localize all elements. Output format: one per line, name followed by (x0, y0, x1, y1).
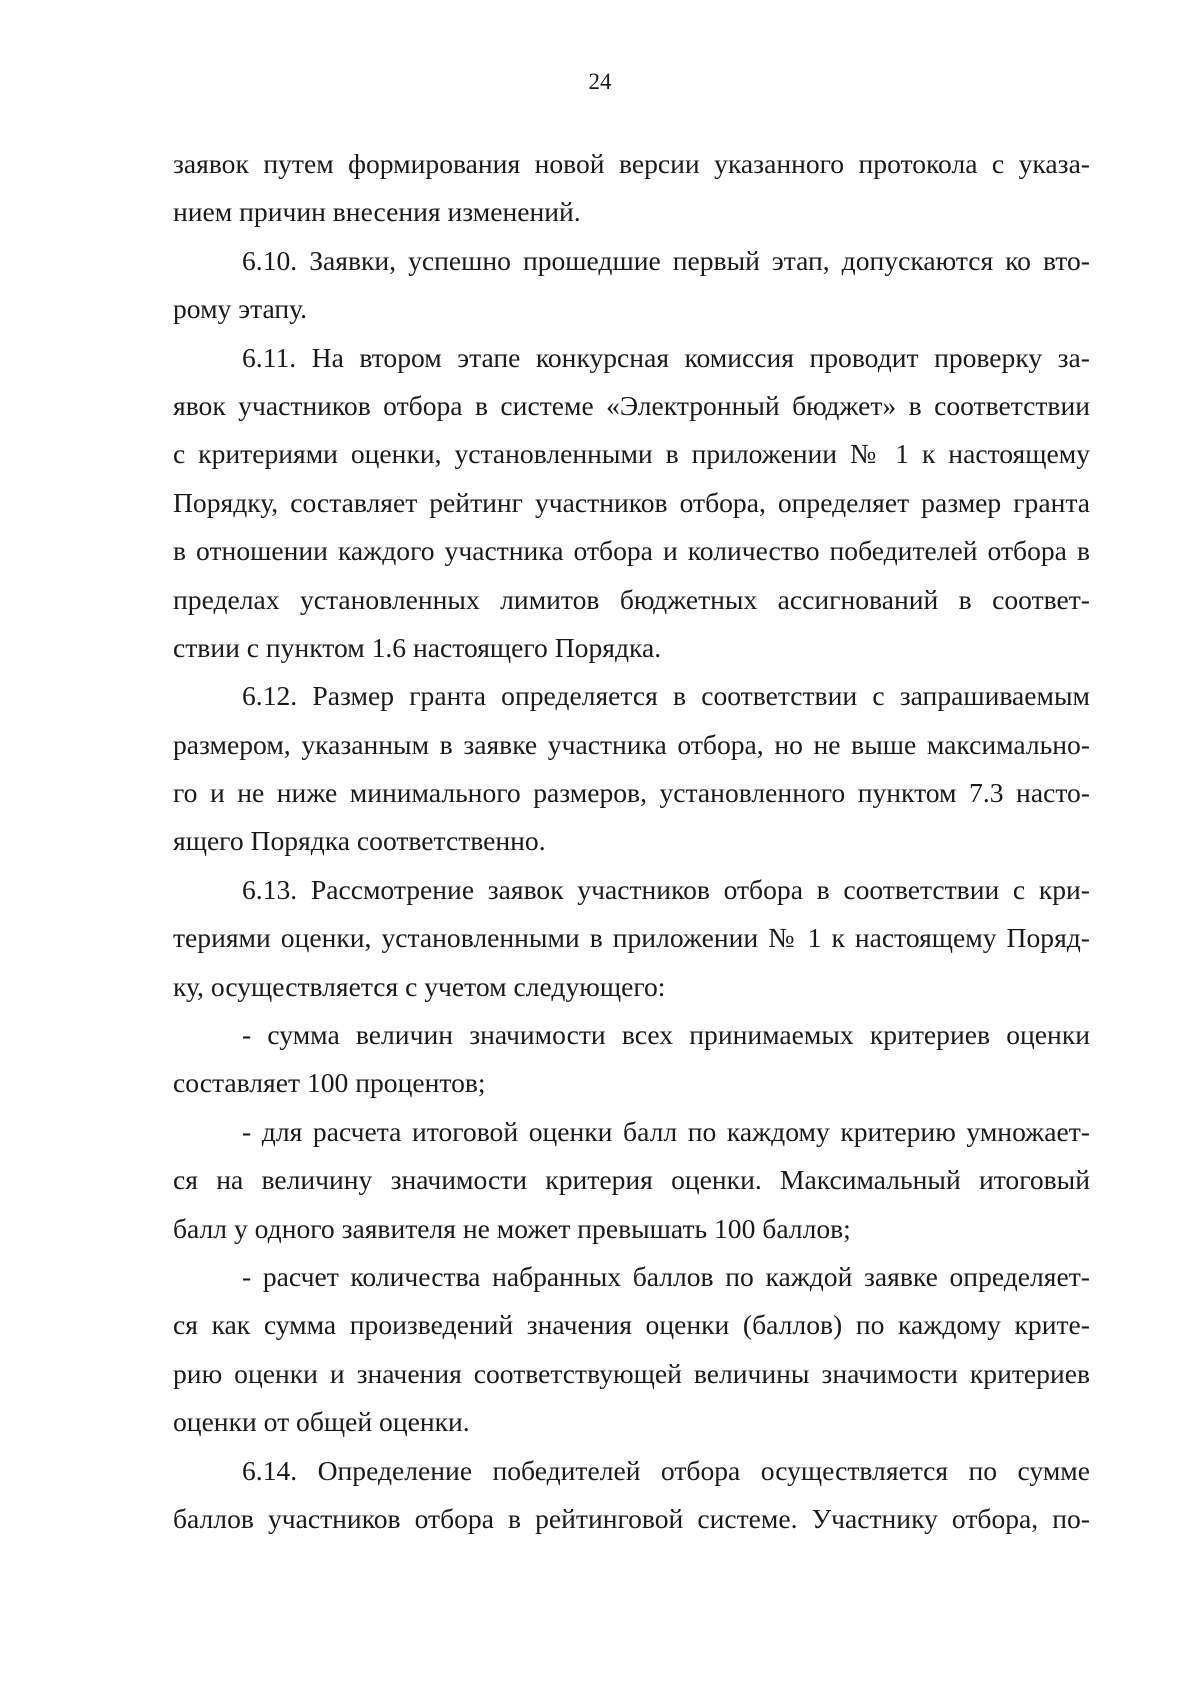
text-line: оценки от общей оценки. (173, 1406, 470, 1438)
text-line: балл у одного заявителя не может превышать 100 баллов; (173, 1212, 851, 1244)
text-line: 6.13. Рассмотрение заявок участников отбора в соответствии с кри- (242, 873, 1090, 905)
text-line: рию оценки и значения соответствующей величины значимости критериев (173, 1357, 1090, 1389)
text-line: пределах установленных лимитов бюджетных ассигнований в соответ- (173, 583, 1090, 615)
text-line: заявок путем формирования новой версии указанного протокола с указа- (173, 148, 1090, 179)
text-line: ящего Порядка соответственно. (173, 825, 546, 857)
text-line: с критериями оценки, установленными в приложении № 1 к настоящему (173, 438, 1090, 470)
text-line: ся как сумма произведений значения оценки (баллов) по каждому крите- (173, 1309, 1090, 1341)
text-line: размером, указанным в заявке участника отбора, но не выше максимально- (173, 728, 1090, 760)
text-line: - для расчета итоговой оценки балл по каждому критерию умножает- (242, 1115, 1090, 1147)
text-line: в отношении каждого участника отбора и количество победителей отбора в (173, 535, 1090, 567)
text-line: 6.12. Размер гранта определяется в соответствии с запрашиваемым (242, 680, 1090, 712)
text-line: рому этапу. (173, 293, 308, 325)
text-line: ку, осуществляется с учетом следующего: (173, 970, 666, 1002)
text-line: го и не ниже минимального размеров, установленного пунктом 7.3 насто- (173, 777, 1090, 809)
text-line: 6.14. Определение победителей отбора осуществляется по сумме (242, 1454, 1090, 1486)
text-line: нием причин внесения изменений. (173, 196, 581, 228)
document-body (173, 140, 1090, 1543)
text-line: - расчет количества набранных баллов по каждой заявке определяет- (242, 1260, 1090, 1292)
text-line: ствии с пунктом 1.6 настоящего Порядка. (173, 631, 662, 663)
text-line: составляет 100 процентов; (173, 1067, 486, 1099)
text-line: баллов участников отбора в рейтинговой системе. Участнику отбора, по- (173, 1502, 1090, 1534)
text-line: Порядку, составляет рейтинг участников отбора, определяет размер гранта (173, 486, 1090, 518)
text-line: ся на величину значимости критерия оценки. Максимальный итоговый (173, 1164, 1090, 1196)
page-number: 24 (588, 69, 612, 94)
text-line: териями оценки, установленными в приложении № 1 к настоящему Поряд- (173, 922, 1090, 954)
text-line: 6.10. Заявки, успешно прошедшие первый этап, допускаются ко вто- (242, 244, 1090, 276)
text-line: - сумма величин значимости всех принимаемых критериев оценки (242, 1019, 1090, 1051)
text-line: 6.11. На втором этапе конкурсная комиссия проводит проверку за- (242, 341, 1090, 373)
text-line: явок участников отбора в системе «Электронный бюджет» в соответствии (173, 389, 1090, 421)
